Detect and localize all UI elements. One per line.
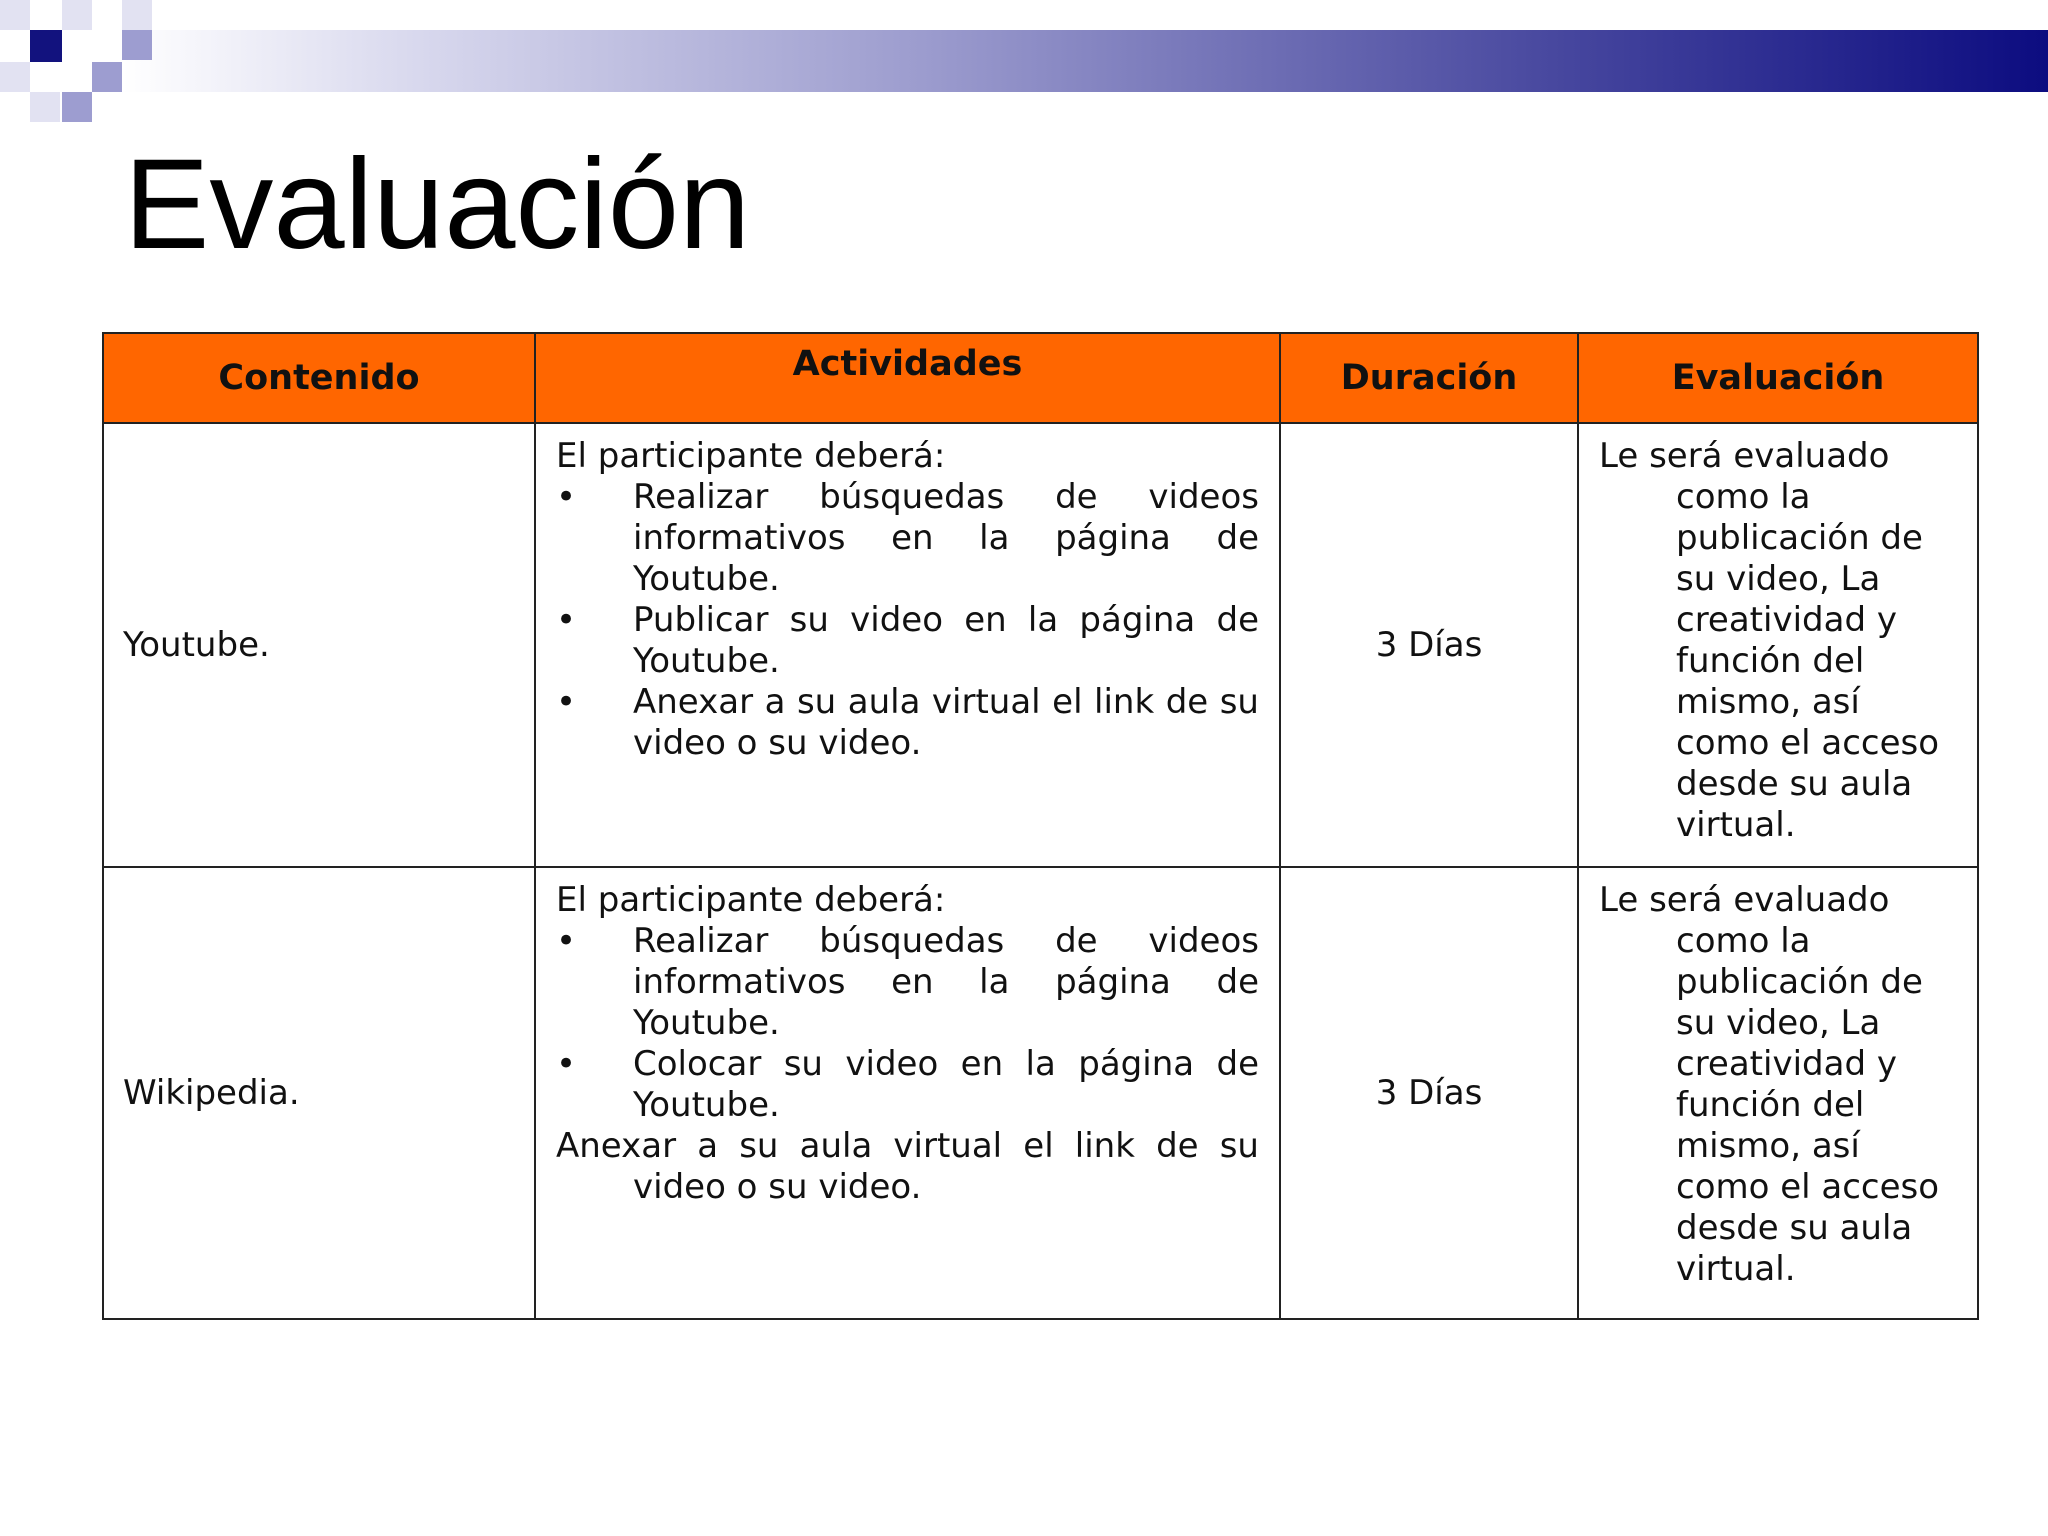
cell-duracion: 3 Días: [1280, 423, 1578, 867]
list-item: [556, 477, 1259, 600]
list-item: [556, 1044, 1259, 1126]
cell-actividades: [535, 423, 1280, 867]
cell-evaluacion: [1578, 423, 1978, 867]
list-item: [556, 921, 1259, 1044]
decor-square: [30, 92, 60, 122]
table-header-row: [103, 333, 1978, 423]
list-item-text: Anexar a su aula virtual el link de su video o su video.: [633, 682, 1259, 763]
bullet-icon: •: [556, 682, 577, 722]
cell-contenido: Youtube.: [103, 423, 535, 867]
cell-duracion: 3 Días: [1280, 867, 1578, 1319]
decor-square: [62, 92, 92, 122]
evaluation-table: [102, 332, 1979, 1320]
cell-actividades: [535, 867, 1280, 1319]
list-item-text: Publicar su video en la página de Youtube.: [633, 600, 1259, 681]
slide-title: Evaluación: [124, 133, 751, 276]
cell-evaluacion: [1578, 867, 1978, 1319]
list-item: [556, 682, 1259, 764]
cell-contenido: Wikipedia.: [103, 867, 535, 1319]
evaluation-table-container: [102, 332, 1977, 1320]
decor-square: [62, 0, 92, 30]
header-actividades: Actividades: [535, 333, 1280, 423]
table-row: [103, 423, 1978, 867]
actividades-intro: El participante deberá:: [556, 436, 946, 476]
table-row: [103, 867, 1978, 1319]
header-duracion: Duración: [1280, 333, 1578, 423]
list-item-text: Colocar su video en la página de Youtube.: [633, 1044, 1259, 1125]
header-evaluacion: Evaluación: [1578, 333, 1978, 423]
bullet-icon: •: [556, 921, 577, 961]
actividades-list: [556, 921, 1259, 1126]
decor-square: [0, 0, 30, 30]
list-item-text: Realizar búsquedas de videos informativos en la página de Youtube.: [633, 477, 1259, 599]
actividades-intro: El participante deberá:: [556, 880, 946, 920]
list-item-text: Realizar búsquedas de videos informativos en la página de Youtube.: [633, 921, 1259, 1043]
bullet-icon: •: [556, 477, 577, 517]
decor-square: [0, 62, 30, 92]
bullet-icon: •: [556, 600, 577, 640]
decor-square: [30, 30, 62, 62]
actividades-list: [556, 477, 1259, 764]
decor-square: [92, 62, 122, 92]
decor-square: [122, 30, 152, 60]
header-contenido: Contenido: [103, 333, 535, 423]
header-gradient-bar: [0, 30, 2048, 92]
bullet-icon: •: [556, 1044, 577, 1084]
list-item: [556, 600, 1259, 682]
evaluacion-text: Le será evaluado como la publicación de su video, La creatividad y función del mismo, así como el acceso desde su aula virtual.: [1599, 880, 1940, 1289]
evaluacion-text: Le será evaluado como la publicación de su video, La creatividad y función del mismo, así como el acceso desde su aula virtual.: [1599, 436, 1940, 845]
decor-square: [122, 0, 152, 30]
actividades-extra: Anexar a su aula virtual el link de su video o su video.: [556, 1126, 1259, 1207]
